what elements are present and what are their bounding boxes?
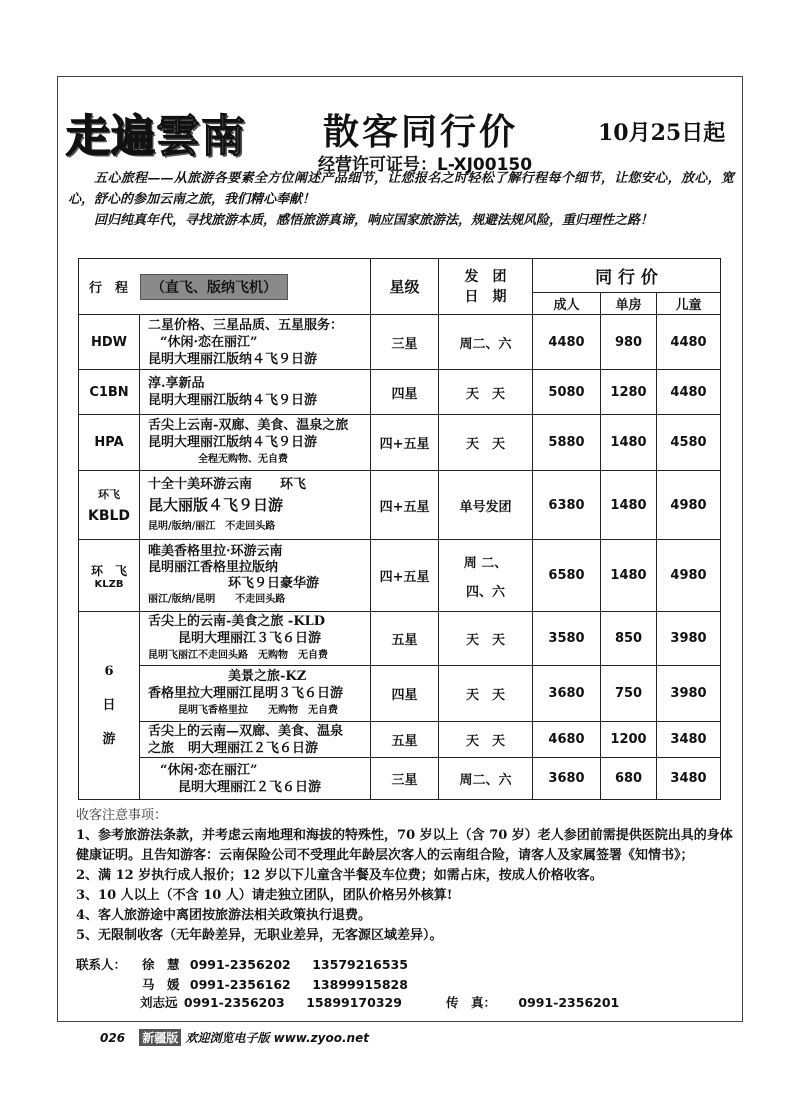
route-code: 环飞 KBLD	[79, 471, 140, 540]
page-footer	[100, 1029, 369, 1046]
star-level: 四+五星	[371, 415, 439, 471]
booking-notes	[76, 806, 736, 946]
departure-days: 天 天	[439, 415, 533, 471]
six-day-label: 6 日 游	[79, 612, 140, 800]
adult-price: 5080	[533, 370, 601, 415]
adult-price: 5880	[533, 415, 601, 471]
adult-price: 4480	[533, 315, 601, 370]
price-header: 同 行 价	[533, 259, 721, 293]
departure-days: 天 天	[439, 612, 533, 666]
route-code: HPA	[79, 415, 140, 471]
single-price: 850	[601, 612, 657, 666]
star-level: 四星	[371, 666, 439, 722]
route-description: 淳.享新品 昆明大理丽江版纳４飞９日游	[140, 370, 371, 415]
star-level: 四+五星	[371, 471, 439, 540]
departure-days: 天 天	[439, 370, 533, 415]
route-description: 二星价格、三星品质、五星服务： “休闲·恋在丽江” 昆明大理丽江版纳４飞９日游	[140, 315, 371, 370]
adult-price: 3680	[533, 758, 601, 800]
route-code: HDW	[79, 315, 140, 370]
star-level: 五星	[371, 722, 439, 758]
notes-title: 收客注意事项：	[76, 808, 168, 823]
page-title: 散客同行价	[323, 112, 519, 153]
child-price: 4980	[657, 540, 721, 612]
child-price: 3480	[657, 722, 721, 758]
route-description: 舌尖上云南-双廊、美食、温泉之旅 昆明大理丽江版纳４飞９日游 全程无购物、无自费	[140, 415, 371, 471]
note-item: 1、参考旅游法条款，并考虑云南地理和海拔的特殊性，70 岁以上（含 70 岁）老人参团前需提供医院出具的身体健康证明。且告知游客：云南保险公司不受理此年龄层次客人的云南组合险，请客人及家属签署《知情书》；	[76, 828, 733, 863]
departure-days: 周二、六	[439, 315, 533, 370]
child-price: 4580	[657, 415, 721, 471]
adult-price: 4680	[533, 722, 601, 758]
single-price: 1480	[601, 415, 657, 471]
star-level: 五星	[371, 612, 439, 666]
child-header: 儿童	[657, 293, 721, 315]
table-row	[79, 758, 721, 800]
route-description: “休闲·恋在丽江” 昆明大理丽江２飞６日游	[140, 758, 371, 800]
fax: 传 真： 0991-2356201	[446, 995, 620, 1010]
edition-badge: 新疆版	[139, 1029, 181, 1046]
footer-text: 欢迎浏览电子版 www.zyoo.net	[185, 1031, 369, 1045]
single-price: 1480	[601, 471, 657, 540]
contact-person: 徐 慧 0991-2356202 13579216535	[142, 957, 408, 972]
level-header: 星级	[371, 259, 439, 315]
route-description: 舌尖上的云南—双廊、美食、温泉 之旅 明大理丽江２飞６日游	[140, 722, 371, 758]
route-code: C1BN	[79, 370, 140, 415]
contacts-label: 联系人：	[76, 957, 127, 972]
child-price: 4480	[657, 315, 721, 370]
intro-paragraph: 回归纯真年代，寻找旅游本质，感悟旅游真谛，响应国家旅游法，规避法规风险，重归理性之路！	[94, 213, 654, 228]
child-price: 3980	[657, 612, 721, 666]
single-price: 1200	[601, 722, 657, 758]
child-price: 4980	[657, 471, 721, 540]
single-price: 680	[601, 758, 657, 800]
effective-date: 10月25日起	[598, 120, 726, 146]
adult-price: 3680	[533, 666, 601, 722]
child-price: 3980	[657, 666, 721, 722]
route-header: 行 程 （直飞、版纳飞机）	[79, 259, 371, 315]
star-level: 四星	[371, 370, 439, 415]
adult-price: 3580	[533, 612, 601, 666]
note-item: 4、客人旅游途中离团按旅游法相关政策执行退费。	[76, 908, 372, 923]
adult-price: 6580	[533, 540, 601, 612]
route-description: 唯美香格里拉·环游云南 昆明丽江香格里拉版纳 环飞９日豪华游 丽江/版纳/昆明 不走回头路	[140, 540, 371, 612]
single-price: 750	[601, 666, 657, 722]
route-description: 舌尖上的云南-美食之旅 -KLD 昆明大理丽江３飞６日游 昆明飞丽江不走回头路 无购物 无自费	[140, 612, 371, 666]
departure-days: 单号发团	[439, 471, 533, 540]
departure-days: 天 天	[439, 722, 533, 758]
route-tag: （直飞、版纳飞机）	[140, 274, 288, 300]
license-number: 经营许可证号：L-XJ00150	[318, 155, 533, 175]
brand-logo: 走遍雲南	[66, 111, 246, 162]
table-row	[79, 540, 721, 612]
table-row	[79, 612, 721, 666]
note-item: 5、无限制收客（无年龄差异，无职业差异，无客源区域差异）。	[76, 928, 443, 943]
contact-person: 刘志远 0991-2356203 15899170329	[140, 995, 402, 1010]
child-price: 3480	[657, 758, 721, 800]
single-header: 单房	[601, 293, 657, 315]
single-price: 1280	[601, 370, 657, 415]
note-item: 2、满 12 岁执行成人报价；12 岁以下儿童含半餐及车位费；如需占床，按成人价格收客。	[76, 868, 603, 883]
single-price: 980	[601, 315, 657, 370]
table-row	[79, 666, 721, 722]
child-price: 4480	[657, 370, 721, 415]
star-level: 四+五星	[371, 540, 439, 612]
departure-days: 天 天	[439, 666, 533, 722]
star-level: 三星	[371, 758, 439, 800]
route-description: 美景之旅-KZ 香格里拉大理丽江昆明３飞６日游 昆明飞香格里拉 无购物 无自费	[140, 666, 371, 722]
price-table	[78, 258, 721, 800]
route-description: 十全十美环游云南 环飞 昆大丽版４飞９日游 昆明/版纳/丽江 不走回头路	[140, 471, 371, 540]
contact-person: 马 媛 0991-2356162 13899915828	[142, 977, 408, 992]
table-row	[79, 315, 721, 370]
table-row	[79, 722, 721, 758]
star-level: 三星	[371, 315, 439, 370]
departure-days: 周二、六	[439, 758, 533, 800]
route-code: 环 飞 KLZB	[79, 540, 140, 612]
departure-days: 周 二、 四、六	[439, 540, 533, 612]
intro-paragraph: 五心旅程——从旅游各要素全方位阐述产品细节，让您报名之时轻松了解行程每个细节，让您安心，放心，宽心，舒心的参加云南之旅，我们精心奉献！	[68, 171, 734, 207]
table-row	[79, 370, 721, 415]
table-row	[79, 471, 721, 540]
adult-header: 成人	[533, 293, 601, 315]
single-price: 1480	[601, 540, 657, 612]
page-number: 026	[100, 1031, 126, 1045]
adult-price: 6380	[533, 471, 601, 540]
depart-header: 发 团 日 期	[439, 259, 533, 315]
note-item: 3、10 人以上（不含 10 人）请走独立团队，团队价格另外核算!	[76, 888, 453, 903]
intro-text	[68, 168, 734, 231]
table-row	[79, 415, 721, 471]
